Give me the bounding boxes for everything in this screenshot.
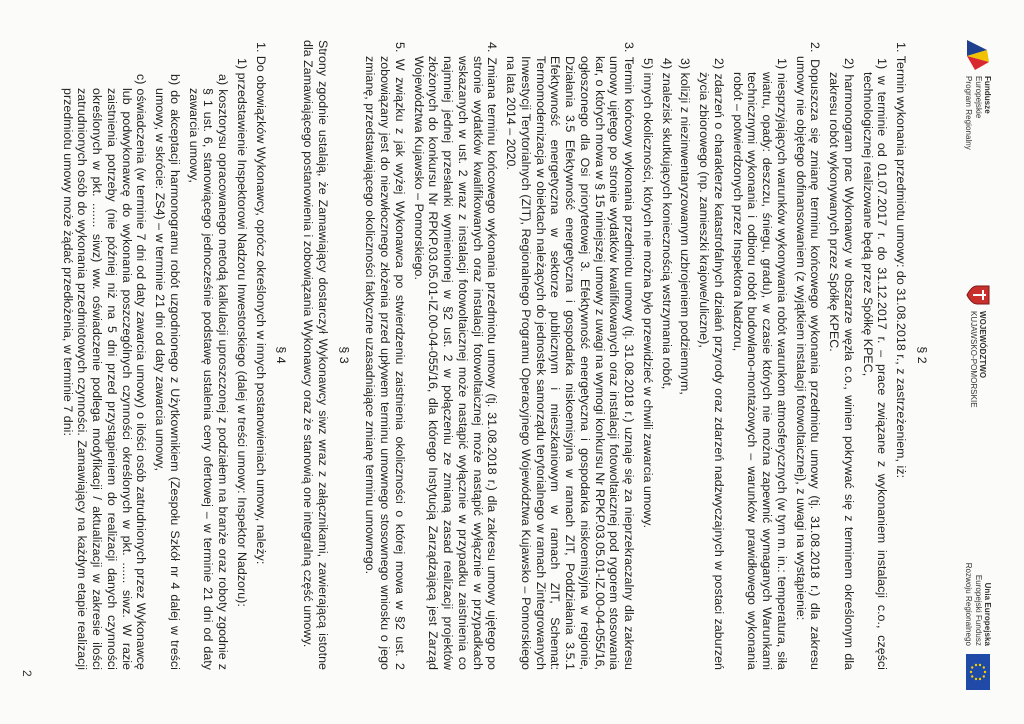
s4-p1-1a: a) kosztorysu opracowanego metodą kalkulacji uproszczonej z podziałem na branże oraz roboty zgodnie z § 1 ust. 6, stanowiącego jednocześnie podstawę ustalenia ceny ofertowej – w terminie 21 dni od daty zawarcia umowy,	[186, 74, 231, 670]
s2-p2-1: 1) niesprzyjających warunków wykonywania robót warunkom atmosferycznych (w tym m. in.: temperatura, siła wiatru, opady: deszczu, śniegu, gradu), w czasie których nie można zapewnić wymaganych Warunkami technicznymi wykonania i odbioru robót budowlano-montażowych – warunków prawidłowego wykonania robót – potwierdzonych przez Inspektora Nadzoru,	[730, 58, 789, 670]
s2-p1-2: 2) harmonogram prac Wykonawcy w obszarze węzła c.o., winien pokrywać się z terminem określonym dla zakresu robót wykonywanych przez Spółkę KPEC.	[827, 58, 856, 670]
s2-p1-1: 1) w terminie od 01.07.2017 r. do 31.12.2017 r. – prace związane z wykonaniem instalacji c.o., części technologicznej realizowane będą przez Spółkę KPEC,	[860, 58, 890, 670]
s2-p2-5: 5) innych okoliczności, których nie można było przewidzieć w chwili zawarcia umowy.	[641, 58, 655, 529]
voivodeship-crest-icon	[966, 285, 990, 305]
s2-p2-3: 3) kolizji z niezinwentaryzowanym uzbrojeniem podziemnym,	[678, 58, 693, 395]
fe-line1: Fundusze	[982, 76, 992, 114]
eu-flag-icon	[966, 654, 990, 690]
s4-p1-1b: b) do akceptacji harmonogramu robót uzgodnionego z Użytkownikiem (Zespołu Szkół nr 4 dalej w treści umowy, w skrócie: ZS4) – w terminie 21 dni od daty zawarcia umowy,	[153, 74, 182, 670]
s2-p4: 4. Zmiana terminu końcowego wykonania przedmiotu umowy (tj. 31.08.2018 r.) dla zakresu umowy ujętego po stronie wydatków kwalifikowanych oraz instalacji fotowoltaicznej może nastąpić wyłącznie w przypadkach wskazanych w ust. 2 wraz z instalacji fotowoltaicznej może nastąpić wyłącznie w przypadku zaistnienia co najmniej jednej przesłanki wymienionej w §2 ust. 2 w połączeniu ze zmianą zasad realizacji projektów złożonych do konkursu Nr RPKP.03.05.01-IZ.00-04-055/16, dla którego Instytucją Zarządzającą jest Zarząd Województwa Kujawsko – Pomorskiego.	[411, 42, 500, 670]
fundusze-europejskie-icon	[967, 40, 989, 70]
ue-line2: Europejski Fundusz	[973, 574, 983, 646]
logo-fundusze-europejskie	[958, 40, 998, 150]
s2-p2: 2. Dopuszcza się zmianę terminu końcowego wykonania przedmiotu umowy (tj. 31.08.2018 r.) dla zakresu umowy nie objętego dofinansowaniem (z wyjątkiem instalacji fotowoltaicznej), z uwagi na wystąpienie:	[793, 42, 823, 670]
section-3-title: § 3	[336, 346, 351, 364]
woj-line2: KUJAWSKO-POMORSKIE	[969, 311, 978, 408]
document-body	[56, 40, 929, 670]
page-number: 2	[20, 670, 34, 677]
s2-p1: 1. Termin wykonania przedmiotu umowy: do 31.08.2018 r., z zastrzeżeniem, iż:	[894, 42, 909, 479]
logo-wojewodztwo	[958, 285, 998, 408]
ue-line1: Unia Europejska	[982, 582, 992, 646]
s4-p1-1: 1) przedstawienie Inspektorowi Nadzoru Inwestorskiego (dalej w treści umowy: Inspektor Nadzoru):	[235, 58, 249, 607]
ue-line3: Rozwoju Regionalnego	[964, 562, 974, 646]
section-4-title: § 4	[274, 346, 289, 364]
fe-line2: Europejskie	[973, 76, 983, 119]
s3-p1: Strony zgodnie ustalają, że Zamawiający dostarczył Wykonawcy siwz wraz z załącznikami, zawierającą istotne dla Zamawiającego postanowienia i zobowiązania Wykonawcy oraz że stanowią one integralną część umowy.	[301, 40, 330, 670]
fe-line3: Program Regionalny	[964, 76, 974, 150]
s4-p1: 1. Do obowiązków Wykonawcy, oprócz określonych w innych postanowieniach umowy, należy:	[253, 42, 268, 565]
header-logos	[958, 40, 998, 690]
s2-p5: 5. W związku z jak wyżej Wykonawca po stwierdzeniu zaistnienia okoliczności o której mowa w §2 ust. 2 zobowiązany jest do niezwłocznego złożenia przed upływem terminu umownego stosownego wniosku o jego zmianę, przedstawiającego okoliczności faktyczne uzasadniające zmianę terminu umownego.	[363, 42, 407, 670]
woj-line1: WOJEWÓDZTWO	[978, 311, 988, 379]
logo-unia-europejska	[958, 510, 998, 690]
s2-p3: 3. Termin końcowy wykonania przedmiotu umowy (tj. 31.08.2018 r.) uznaje się za nieprzekraczalny dla zakresu umowy ujętego po stronie wydatków kwalifikowanych oraz instalacji fotowoltaicznej pod rygorem stosowania kar, o których mowa w § 15 niniejszej umowy z uwagi na wymogi konkursu Nr RPKP.03.05.01-IZ.00-04-055/16, ogłoszonego dla Osi priorytetowej 3. Efektywność energetyczna i gospodarka niskoemisyjna w regionie, Działania 3.5 Efektywność energetyczna i gospodarka niskoemisyjna w ramach ZIT, Poddziałania 3.5.1 Efektywność energetyczna w sektorze publicznym i mieszkaniowym w ramach ZIT, Schemat: Termomodernizacja w obiektach należących do jednostek samorządu terytorialnego w ramach Zintegrowanych Inwestycji Terytorialnych (ZIT), Regionalnego Programu Operacyjnego Województwa Kujawsko – Pomorskiego na lata 2014 – 2020.	[504, 42, 637, 670]
s2-p2-2: 2) zdarzeń o charakterze katastrofalnych działań przyrody oraz zdarzeń nadzwyczajnych w postaci zaburzeń życia zbiorowego (np. zamieszki krajowe/uliczne),	[697, 58, 726, 670]
s4-p1-1c: c) oświadczenia (w terminie 7 dni od daty zawarcia umowy) o ilości osób zatrudnionych przez Wykonawcę lub podwykonawcę do wykonania poszczególnych czynności określonych w pkt. ...... siwz. W razie zaistnienia potrzeby (nie później niż na 5 dni przed przystąpieniem do realizacji danych czynności określonych w pkt. ....... siwz) ww. oświadczenie podlega modyfikacji / aktualizacji w zakresie ilości zatrudnionych osób do wykonania przedmiotowych czynności. Zamawiający na każdym etapie realizacji przedmiotu umowy może żądać przedłożenia, w terminie 7 dni:	[60, 74, 149, 670]
section-2-title: § 2	[915, 346, 929, 364]
s2-p2-4: 4) znalezisk skutkujących koniecznością wstrzymania robót,	[659, 58, 674, 390]
